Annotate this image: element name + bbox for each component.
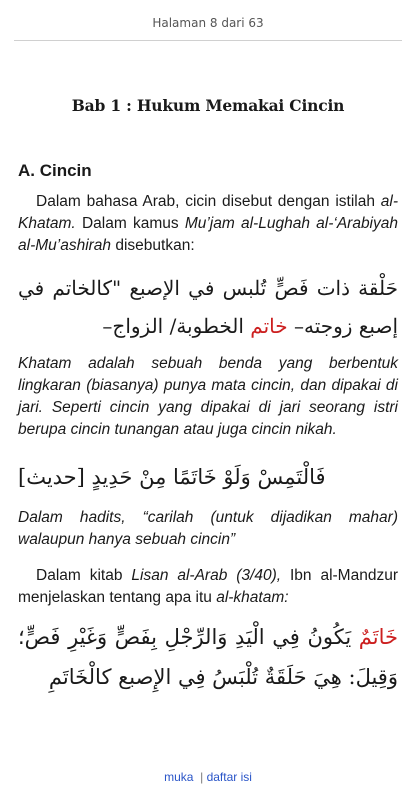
chapter-title: Bab 1 : Hukum Memakai Cincin xyxy=(71,96,345,115)
header-divider xyxy=(14,40,402,41)
table-of-contents-link[interactable]: daftar isi xyxy=(206,770,252,784)
paragraph-intro: Dalam bahasa Arab, cicin disebut dengan istilah al-Khatam. Dalam kamus Mu’jam al-Lughah al-‘Arabiyah al-Mu’ashirah disebutkan: xyxy=(18,193,398,254)
page-footer xyxy=(0,770,416,784)
arabic-highlight-word-2: خَاتَمٌ xyxy=(358,625,398,649)
footer-separator: | xyxy=(200,770,204,784)
book-title: Lisan al-Arab (3/40), xyxy=(131,567,282,584)
home-link[interactable]: muka xyxy=(164,770,194,784)
arabic-definition: حَلْقة ذات فَصٍّ تُلبس في الإصبع "كالخاتم في إصبع زوجته– خاتم الخطوبة/ الزواج– xyxy=(18,276,398,338)
arabic-quote-lisan: خَاتَمٌ يَكُونُ فِي الْيَدِ وَالرِّجْلِ بِفَصٍّ وَغَيْرِ فَصٍّ؛ وَقِيلَ: هِيَ حَلَقَةٌ تُلْبَسُ فِي الإِصبع كالْخَاتَمِ xyxy=(18,625,398,689)
hadith-translation: Dalam hadits, “carilah (untuk dijadikan mahar) walaupun hanya sebuah cincin” xyxy=(18,509,398,548)
arabic-highlight-word: خاتم xyxy=(250,314,288,338)
page-number-label: Halaman 8 dari 63 xyxy=(152,16,264,30)
dictionary-title: Mu’jam al-Lughah al-‘Arabiyah al-Mu’ashirah xyxy=(18,215,398,254)
paragraph-lisan-al-arab: Dalam kitab Lisan al-Arab (3/40), Ibn al-Mandzur menjelaskan tentang apa itu al-khatam: xyxy=(18,567,398,606)
term-al-khatam: al-Khatam. xyxy=(18,193,398,232)
page-content xyxy=(18,96,398,697)
section-heading: A. Cincin xyxy=(18,161,92,180)
arabic-hadith: فَالْتَمِسْ وَلَوْ خَاتَمًا مِنْ حَدِيدٍ [حديث] xyxy=(18,465,326,489)
term-al-khatam-2: al-khatam: xyxy=(216,589,289,606)
definition-translation: Khatam adalah sebuah benda yang berbentuk lingkaran (biasanya) punya mata cincin, dan dipakai di jari. Seperti cincin yang dipakai di jari seorang istri berupa cincin tunangan atau juga cincin nikah. xyxy=(18,355,398,438)
